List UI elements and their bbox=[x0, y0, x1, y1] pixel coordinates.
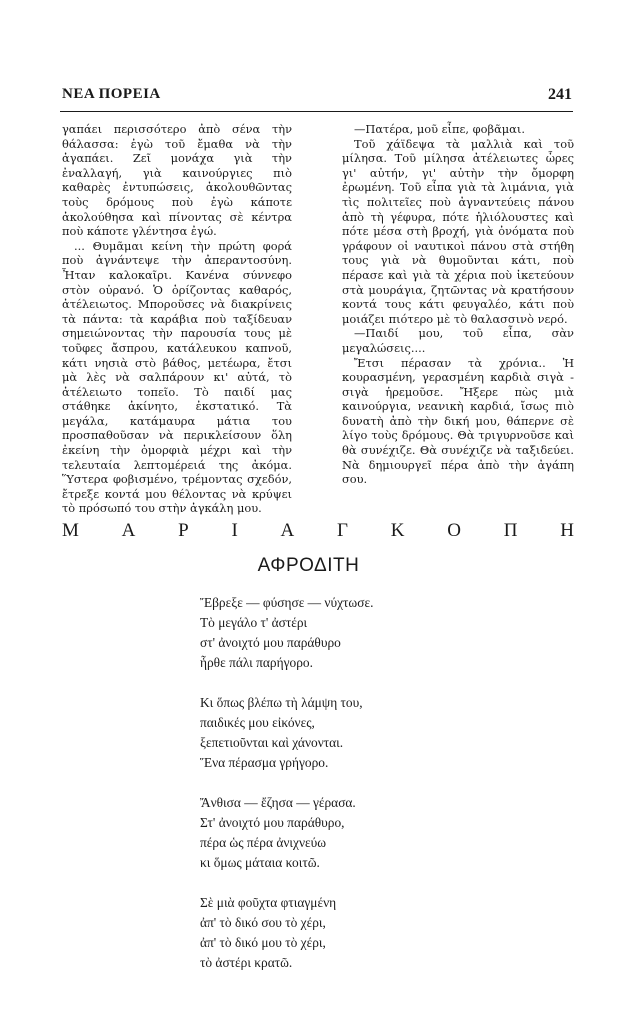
poem-line: ἀπ' τὸ δικό μου τὸ χέρι, bbox=[200, 935, 326, 950]
author-letter: Π bbox=[503, 520, 518, 541]
author-letter: Α bbox=[121, 520, 136, 541]
author-letter: Ρ bbox=[178, 520, 189, 541]
paragraph: Τοῦ χάϊδεψα τὰ μαλλιὰ καὶ τοῦ μίλησα. Τοῦ μίλησα ἀτέλειωτες ὧρες γι' αὐτήν, γι' αὐτὴν τὴν ὄμορφη ἐρωμένη. Τοῦ εἶπα γιὰ τὰ λιμάνια, γιὰ τὶς πολιτεῖες ποὺ ἀγναντεύεις πάνου ἀπὸ τὴ γέφυρα, πότε ἡλιόλουστες καὶ πότε μέσα στὴ βροχή, γιὰ ὀνόματα ποὺ γράφουν οἱ ναυτικοὶ πάνου στὰ στήθη τους γιὰ νὰ θυμοῦνται κάτι, ποὺ πέρασε καὶ γιὰ τὰ χέρια ποὺ ἱκετεύουν στὰ μουράγια, ζητῶντας νὰ κρατήσουν κοντά τους κάτι φευγαλέο, κάτι ποὺ μοιάζει πιότερο μὲ τὸ θαλασσινὸ νερό. bbox=[342, 136, 574, 326]
poem-line: ἀπ' τὸ δικό σου τὸ χέρι, bbox=[200, 915, 326, 930]
poem-title: ΑΦΡΟΔΙΤΗ bbox=[257, 555, 360, 576]
poem-line: Ἄνθισα — ἔζησα — γέρασα. bbox=[200, 795, 356, 810]
paragraph: —Παιδί μου, τοῦ εἶπα, σὰν μεγαλώσεις.... bbox=[342, 326, 574, 355]
author-letter: Κ bbox=[390, 520, 405, 541]
left-column bbox=[62, 122, 292, 516]
paragraph: γαπάει περισσότερο ἀπὸ σένα τὴν θάλασσα: ἐγὼ τοῦ ἔμαθα νὰ τὴν ἀγαπάει. Ζεῖ μονάχα γιὰ τὴν ἐναλλαγή, γιὰ καινούργιες πιὸ καθαρὲς ἐντυπώσεις, ἀκολουθῶντας τοὺς δρόμους ποὺ ἐγὼ κάποτε ἀκολούθησα καὶ πίνοντας σὲ κέντρα ποὺ κάποτε γλέντησα ἐγώ. bbox=[62, 122, 292, 239]
author-letter: Ο bbox=[447, 520, 461, 541]
poem-line: τὸ ἀστέρι κρατῶ. bbox=[200, 955, 293, 970]
poem-line: στ' ἀνοιχτό μου παράθυρο bbox=[200, 635, 341, 650]
right-column bbox=[342, 122, 574, 487]
page-header bbox=[62, 86, 572, 110]
poem-line: παιδικές μου εἰκόνες, bbox=[200, 715, 315, 730]
poem-line: Κι ὅπως βλέπω τὴ λάμψη του, bbox=[200, 695, 363, 710]
page-number: 241 bbox=[548, 86, 572, 103]
paragraph: —Πατέρα, μοῦ εἶπε, φοβᾶμαι. bbox=[354, 122, 525, 136]
poem-line: Ἔβρεξε — φύσησε — νύχτωσε. bbox=[200, 595, 374, 610]
author-name bbox=[62, 520, 574, 542]
journal-title: ΝΕΑ ΠΟΡΕΙΑ bbox=[62, 86, 161, 102]
poem-line: πέρα ὡς πέρα ἀνιχνεύω bbox=[200, 835, 327, 850]
paragraph: ... Θυμᾶμαι κείνη τὴν πρώτη φορά ποὺ ἀγνάντεψε τὴν ἀπεραντοσύνη. Ἦταν καλοκαῖρι. Κανένα σύννεφο στὸν οὐρανό. Ὁ ὁρίζοντας καθαρός, ἀτέλειωτος. Μποροῦσες νὰ διακρίνεις τὰ πάντα: τὰ καράβια ποὺ ταξίδευαν σημειώνοντας τὴν παρουσία τους μὲ τοῦφες ἄσπρου, κατάλευκου καπνοῦ, κάτι νησιὰ στὸ βάθος, μετέωρα, ἔτσι μὰ λὲς νὰ σαλπάρουν κι' αὐτά, τὸ ἀτέλειωτο τοπεῖο. Τὸ παιδί μας στάθηκε ἀκίνητο, ἐκστατικό. Τὰ μεγάλα, κατάμαυρα μάτια του προσπαθοῦσαν νὰ περικλείσουν ὅλη ἐκείνη τὴν ὀμορφιὰ μέχρι καὶ τὴν τελευταία λεπτομέρειά της ἀκόμα. Ὕστερα φοβισμένο, τρέμοντας σχεδόν, ἔτρεξε κοντά μου θέλοντας νὰ κρύψει τὸ πρόσωπό του στὴν ἀγκάλη μου. bbox=[62, 238, 292, 516]
poem-body bbox=[200, 593, 460, 993]
poem-line: κι ὅμως μάταια κοιτῶ. bbox=[200, 855, 320, 870]
poem-line: ξεπετιοῦνται καὶ χάνονται. bbox=[200, 735, 344, 750]
poem-line: Ἕνα πέρασμα γρήγορο. bbox=[200, 755, 329, 770]
paragraph: Ἔτσι πέρασαν τὰ χρόνια.. Ἡ κουρασμένη, γερασμένη καρδιὰ σιγὰ - σιγὰ ἡρεμοῦσε. Ἤξερε πὼς μιὰ καινούργια, νεανικὴ καρδιά, ἴσως πιὸ δυνατὴ ἀπὸ τὴν δική μου, θάπερνε σὲ λίγο τοὺς δρόμους. Θὰ τριγυρνοῦσε καὶ θὰ συνέχιζε. Θὰ συνέχιζε νὰ ταξιδεύει. Νὰ δημιουργεῖ πέρα ἀπὸ τὴν ἀγάπη σου. bbox=[342, 355, 574, 487]
poem-line: Σὲ μιὰ φοῦχτα φτιαγμένη bbox=[200, 895, 337, 910]
author-letter: Ι bbox=[231, 520, 238, 541]
stanza bbox=[200, 693, 460, 773]
poem-line: Τὸ μεγάλο τ' ἀστέρι bbox=[200, 615, 308, 630]
stanza bbox=[200, 793, 460, 873]
stanza bbox=[200, 893, 460, 973]
author-letter: Μ bbox=[62, 520, 79, 541]
author-letter: Γ bbox=[337, 520, 349, 541]
stanza bbox=[200, 593, 460, 673]
author-letter: Η bbox=[560, 520, 574, 541]
header-rule bbox=[60, 111, 573, 112]
poem-line: Στ' ἀνοιχτό μου παράθυρο, bbox=[200, 815, 345, 830]
poem-line: ἦρθε πάλι παρήγορο. bbox=[200, 655, 313, 670]
author-letter: Α bbox=[280, 520, 295, 541]
